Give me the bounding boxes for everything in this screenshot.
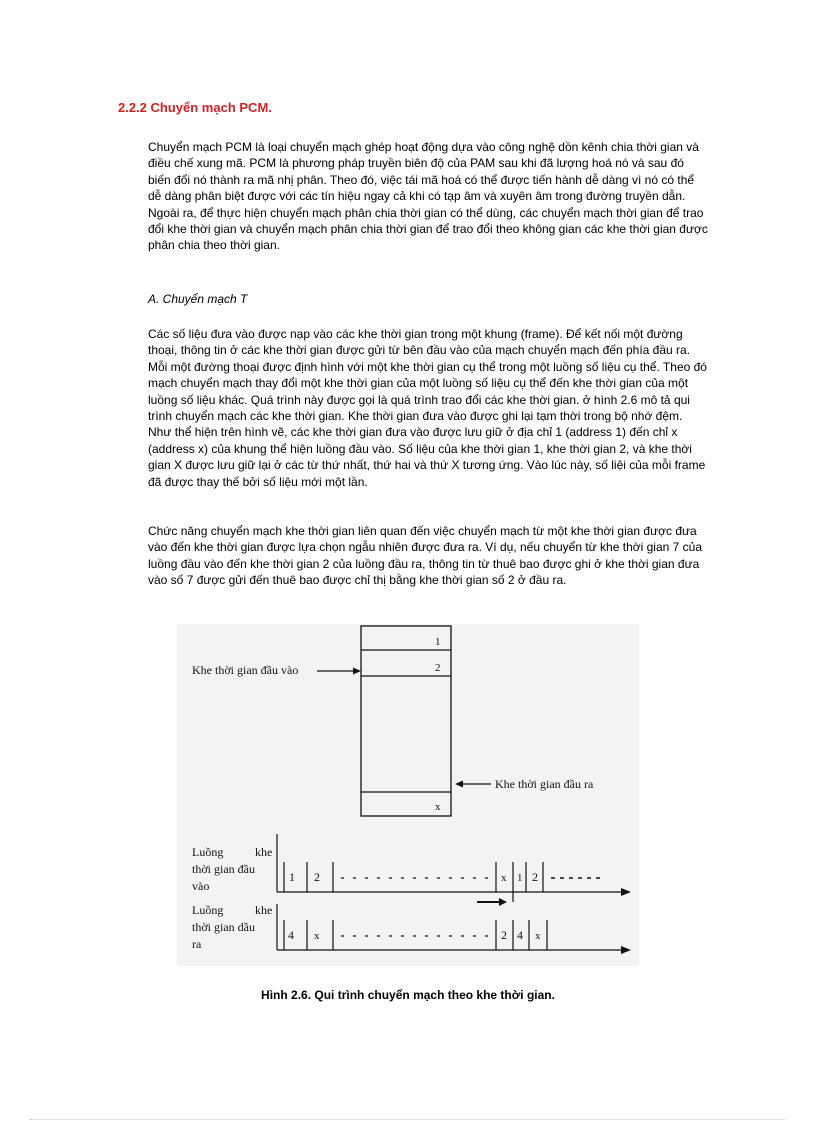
label-input-slot: Khe thời gian đầu vào — [192, 663, 299, 677]
stream-out-cell-2: 2 — [501, 928, 507, 942]
paragraph-slot-switching: Chức năng chuyển mạch khe thời gian liên quan đến việc chuyển mạch từ một khe thời gian được đưa vào đến khe thời gian được lựa chọn ngẫu nhiên được đưa ra. Ví dụ, nếu chuyển từ khe thời gian 7 của luồng đầu vào đến khe thời gian 2 của luồng đầu ra, thông tin từ thuê bao được ghi ở khe thời gian đưa vào số 7 được gửi đến thuê bao được chỉ thị bằng khe thời gian số 2 ở đầu ra. — [148, 524, 702, 588]
stream-in-label-word2: khe — [255, 845, 273, 859]
arrow-stream-shift — [499, 898, 507, 906]
stream-out-cell-xb: x — [535, 930, 541, 942]
figure-diagram — [177, 624, 639, 966]
section-heading: 2.2.2 Chuyển mạch PCM. — [118, 100, 272, 115]
arrow-output — [455, 781, 463, 788]
stream-out-cell-4b: 4 — [517, 928, 523, 942]
stream-out-label-word4: ra — [192, 937, 202, 951]
stream-in-cell-1: 1 — [289, 870, 295, 884]
stream-out-label-word2: khe — [255, 903, 273, 917]
subheading-t-switch: A. Chuyển mạch T — [148, 292, 248, 306]
stream-out-label-word3: thời gian dầu — [192, 920, 255, 934]
stream-out-label-word1: Luồng — [192, 903, 224, 917]
memory-slot-2: 2 — [435, 662, 441, 674]
stream-in-cell-1b: 1 — [517, 872, 523, 884]
memory-slot-x: x — [435, 801, 441, 813]
figure-time-slot-switching — [177, 624, 639, 966]
paragraph-t-switch: Các số liệu đưa vào được nạp vào các khe thời gian trong một khung (frame). Để kết nối một đường thoại, thông tin ở các khe thời gian được gửi từ bên đầu vào của mạch chuyển mạch đến phía đầu ra. Mỗi một đường thoại được định hình với một khe thời gian cụ thể trong một luồng số liệu cụ thể. Theo đó mạch chuyển mạch thay đổi một khe thời gian của một luồng số liệu cụ thể đến khe thời gian của một luồng số liệu khác. Quá trình này được gọi là quá trình trao đổi các khe thời gian. ở hình 2.6 mô tả qui trình chuyển mạch các khe thời gian. Khe thời gian đưa vào được ghi lại tạm thời trong bộ nhớ đệm. Như thể hiện trên hình vẽ, các khe thời gian đưa vào được lưu giữ ở địa chỉ 1 (address 1) đến chỉ x (address x) của khung thể hiện luồng đầu vào. Số liệu của khe thời gian 1, khe thời gian 2, và khe thời gian X được lưu giữ lại ở các từ thứ nhất, thứ hai và thứ X tương ứng. Vào lúc này, số liệi của mỗi frame đã được thay thế bởi số liệu mới một lần. — [148, 327, 707, 489]
stream-out-cell-x: x — [314, 930, 320, 942]
stream-in-cell-x: x — [501, 872, 507, 884]
page-bottom-rule — [30, 1119, 786, 1120]
paragraph-pcm-intro: Chuyển mạch PCM là loại chuyển mạch ghép hoạt động dựa vào công nghệ dồn kênh chia thời gian và điều chế xung mã. PCM là phương pháp truyền biên độ của PAM sau khi đã lượng hoá nó và sau đó biến đổi nó thành ra mã nhị phân. Theo đó, việc tái mã hoá có thể được tiến hành dễ dàng vì nó có thể dễ dàng phân biệt được với các tín hiệu ngay cả khi có tạp âm và xuyên âm trong đường truyền dẫn. Ngoài ra, để thực hiện chuyển mạch phân chia thời gian có thể dùng, các chuyển mạch thời gian để trao đổi khe thời gian và chuyển mạch phân chia thời gian để trao đổi theo không gian các khe thời gian được phân chia theo thời gian. — [148, 140, 708, 253]
label-output-slot: Khe thời gian đầu ra — [495, 777, 594, 791]
stream-in-label-word4: vào — [192, 879, 210, 893]
stream-in-cell-2: 2 — [314, 870, 320, 884]
stream-out-cell-4: 4 — [288, 928, 294, 942]
stream-in-cell-2b: 2 — [532, 870, 538, 884]
memory-slot-1: 1 — [435, 636, 441, 648]
memory-buffer — [361, 626, 451, 816]
stream-in-label-word1: Luồng — [192, 845, 224, 859]
figure-caption: Hình 2.6. Qui trình chuyển mạch theo khe thời gian. — [261, 988, 555, 1002]
stream-in-label-word3: thời gian đầu — [192, 862, 255, 876]
arrow-input — [353, 668, 361, 675]
